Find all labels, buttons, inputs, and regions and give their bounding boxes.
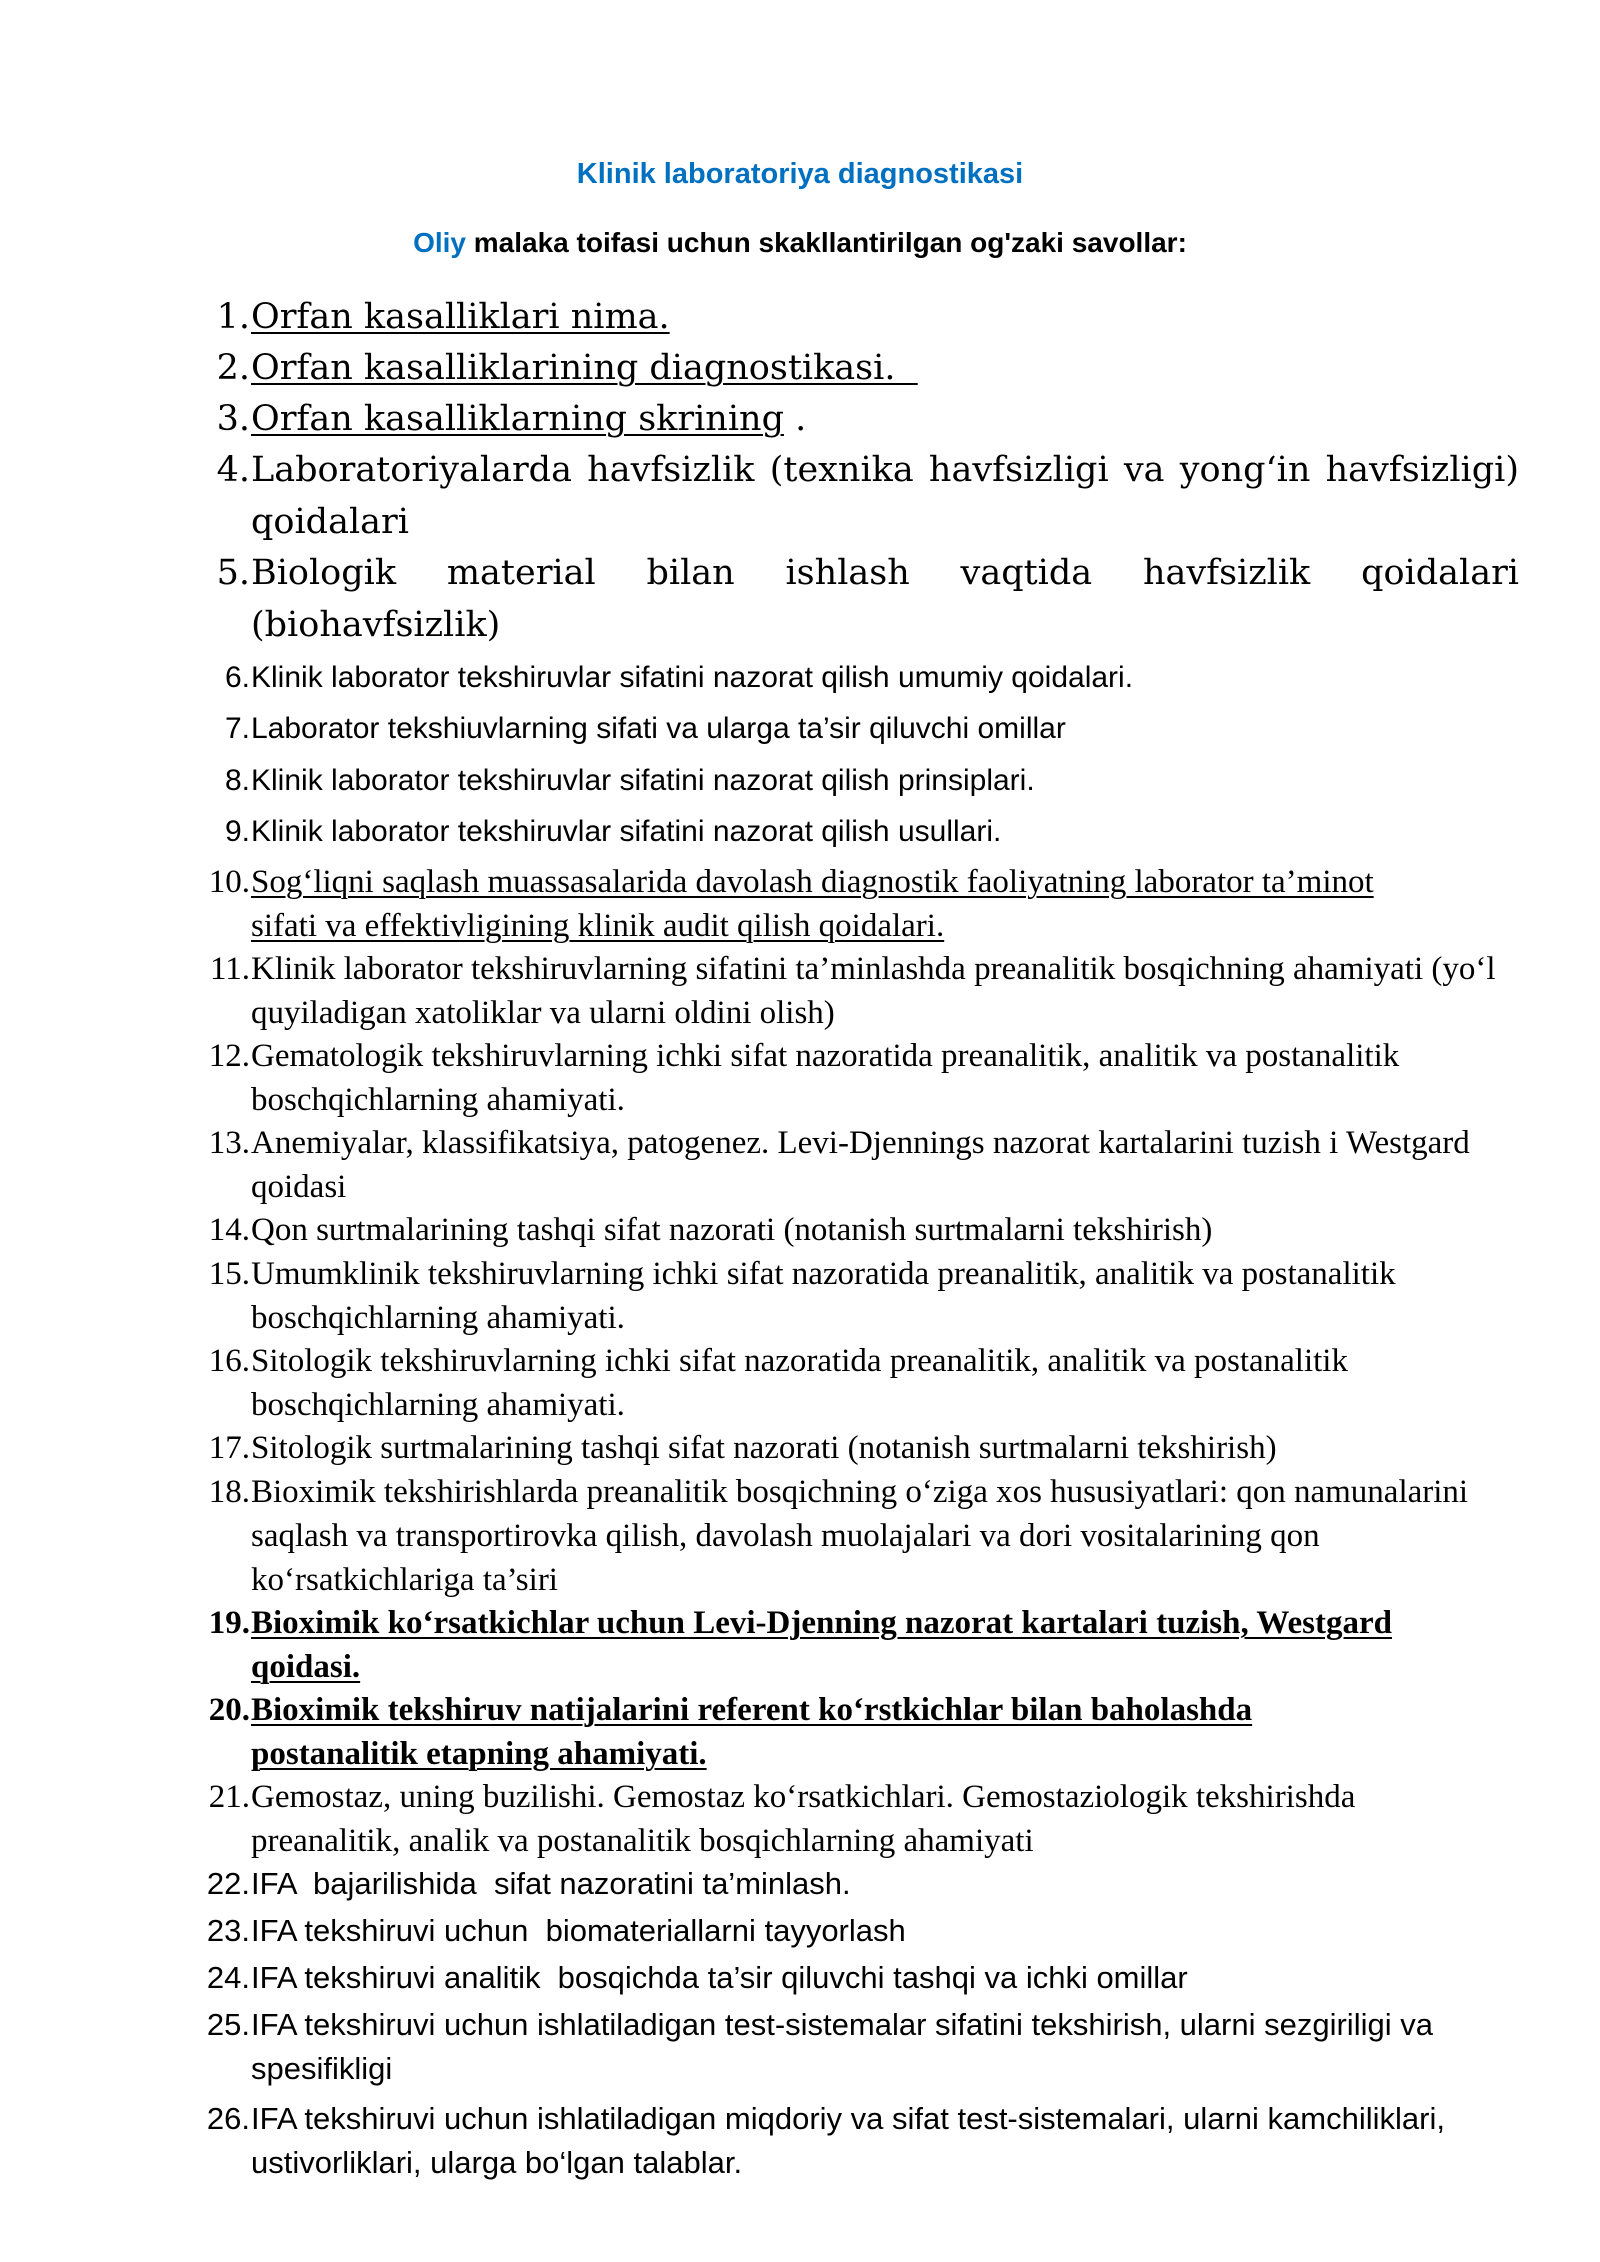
question-text: Laborator tekshiuvlarning sifati va ularga ta’sir qiluvchi omillar (251, 712, 1066, 745)
question-number: 13. (208, 1125, 250, 1161)
question-number: 19. (208, 1605, 250, 1641)
question-text-wrap (251, 291, 1519, 343)
question-text: IFA tekshiruvi uchun biomateriallarni tayyorlash (251, 1913, 906, 1948)
question-text: Sitologik surtmalarining tashqi sifat nazorati (notanish surtmalarni tekshirish) (251, 1430, 1277, 1466)
document-title: Klinik laboratoriya diagnostikasi (576, 158, 1024, 190)
question-text-wrap (251, 1688, 1411, 1776)
question-number: 18. (208, 1474, 250, 1510)
question-text: Laboratoriyalarda havfsizlik (texnika havfsizligi va yong‘in havfsizligi) qoidalari (251, 450, 1519, 542)
question-number: 2. (216, 348, 250, 388)
question-number: 10. (208, 864, 250, 900)
question-text: IFA bajarilishida sifat nazoratini ta’minlash. (251, 1866, 851, 1901)
question-number: 6. (224, 661, 250, 694)
question-text-wrap (251, 1601, 1421, 1689)
question-number: 17. (208, 1430, 250, 1466)
question-text-wrap (251, 393, 1519, 445)
question-text: Gematologik tekshiruvlarning ichki sifat nazoratida preanalitik, analitik va postanalitik boschqichlarning ahamiyati. (251, 1038, 1400, 1118)
question-number: 15. (208, 1256, 250, 1292)
question-text: Sog‘liqni saqlash muassasalarida davolash diagnostik faoliyatning laborator ta’minot sifati va effektivligining klinik audit qilish qoidalari. (251, 864, 1374, 944)
question-text: Qon surtmalarining tashqi sifat nazorati (notanish surtmalarni tekshirish) (251, 1212, 1213, 1248)
question-text: Bioximik ko‘rsatkichlar uchun Levi-Djenning nazorat kartalari tuzish, Westgard qoidasi. (251, 1605, 1393, 1685)
question-text: Klinik laborator tekshiruvlar sifatini nazorat qilish umumiy qoidalari. (251, 661, 1134, 694)
question-number: 5. (216, 553, 250, 593)
question-number: 26. (206, 2101, 250, 2136)
question-text: IFA tekshiruvi analitik bosqichda ta’sir qiluvchi tashqi va ichki omillar (251, 1960, 1188, 1995)
question-number: 24. (206, 1960, 250, 1995)
question-text: Orfan kasalliklarning skrining (251, 399, 784, 439)
question-text: IFA tekshiruvi uchun ishlatiladigan test-sistemalar sifatini tekshirish, ularni sezgiriligi va spesifikligi (251, 2007, 1433, 2086)
question-number: 8. (224, 764, 250, 797)
subtitle-accent: Oliy (413, 227, 466, 258)
question-text: Klinik laborator tekshiruvlarning sifatini ta’minlashda preanalitik bosqichning ahamiyati (yo‘l quyiladigan xatoliklar va ularni oldini olish) (251, 951, 1496, 1031)
question-number: 4. (216, 450, 250, 490)
question-number: 23. (206, 1913, 250, 1948)
question-text: Gemostaz, uning buzilishi. Gemostaz ko‘rsatkichlari. Gemostaziologik tekshirishda preanalitik, analik va postanalitik bosqichlarning ahamiyati (251, 1779, 1356, 1859)
question-text: Orfan kasalliklarining diagnostikasi. (251, 348, 918, 388)
question-number: 1. (216, 297, 250, 337)
question-number: 9. (224, 815, 250, 848)
question-number: 11. (209, 951, 250, 987)
question-text: Bioximik tekshiruv natijalarini referent ko‘rstkichlar bilan baholashda postanalitik etapning ahamiyati. (251, 1692, 1253, 1772)
question-text: Klinik laborator tekshiruvlar sifatini nazorat qilish usullari. (251, 815, 1002, 848)
question-text: Klinik laborator tekshiruvlar sifatini nazorat qilish prinsiplari. (251, 764, 1035, 797)
question-number: 22. (206, 1866, 250, 1901)
question-text-wrap (251, 342, 1519, 394)
question-number: 14. (208, 1212, 250, 1248)
question-text-wrap (251, 860, 1411, 948)
question-text: Biologik material bilan ishlash vaqtida havfsizlik qoidalari (biohavfsizlik) (251, 553, 1519, 645)
question-text: Sitologik tekshiruvlarning ichki sifat nazoratida preanalitik, analitik va postanalitik boschqichlarning ahamiyati. (251, 1343, 1348, 1423)
question-number: 3. (216, 399, 250, 439)
question-text: Bioximik tekshirishlarda preanalitik bosqichning o‘ziga xos hususiyatlari: qon namunalarini saqlash va transportirovka qilish, davolash muolajalari va dori vositalarining qon ko‘rsatkichlariga ta’siri (251, 1474, 1469, 1598)
question-text: Umumklinik tekshiruvlarning ichki sifat nazoratida preanalitik, analitik va postanalitik boschqichlarning ahamiyati. (251, 1256, 1396, 1336)
question-text: Anemiyalar, klassifikatsiya, patogenez. Levi-Djennings nazorat kartalarini tuzish i Westgard qoidasi (251, 1125, 1470, 1205)
question-text-suffix: . (783, 399, 807, 439)
question-number: 25. (206, 2007, 250, 2042)
question-number: 12. (208, 1038, 250, 1074)
question-text: IFA tekshiruvi uchun ishlatiladigan miqdoriy va sifat test-sistemalari, ularni kamchiliklari, ustivorliklari, ularga bo‘lgan talablar. (251, 2101, 1445, 2180)
subtitle-rest: malaka toifasi uchun skakllantirilgan og'zaki savollar: (466, 227, 1187, 258)
question-text: Orfan kasalliklari nima. (251, 297, 670, 337)
question-number: 7. (224, 712, 250, 745)
question-number: 21. (208, 1779, 250, 1815)
question-number: 16. (208, 1343, 250, 1379)
question-number: 20. (208, 1692, 250, 1728)
